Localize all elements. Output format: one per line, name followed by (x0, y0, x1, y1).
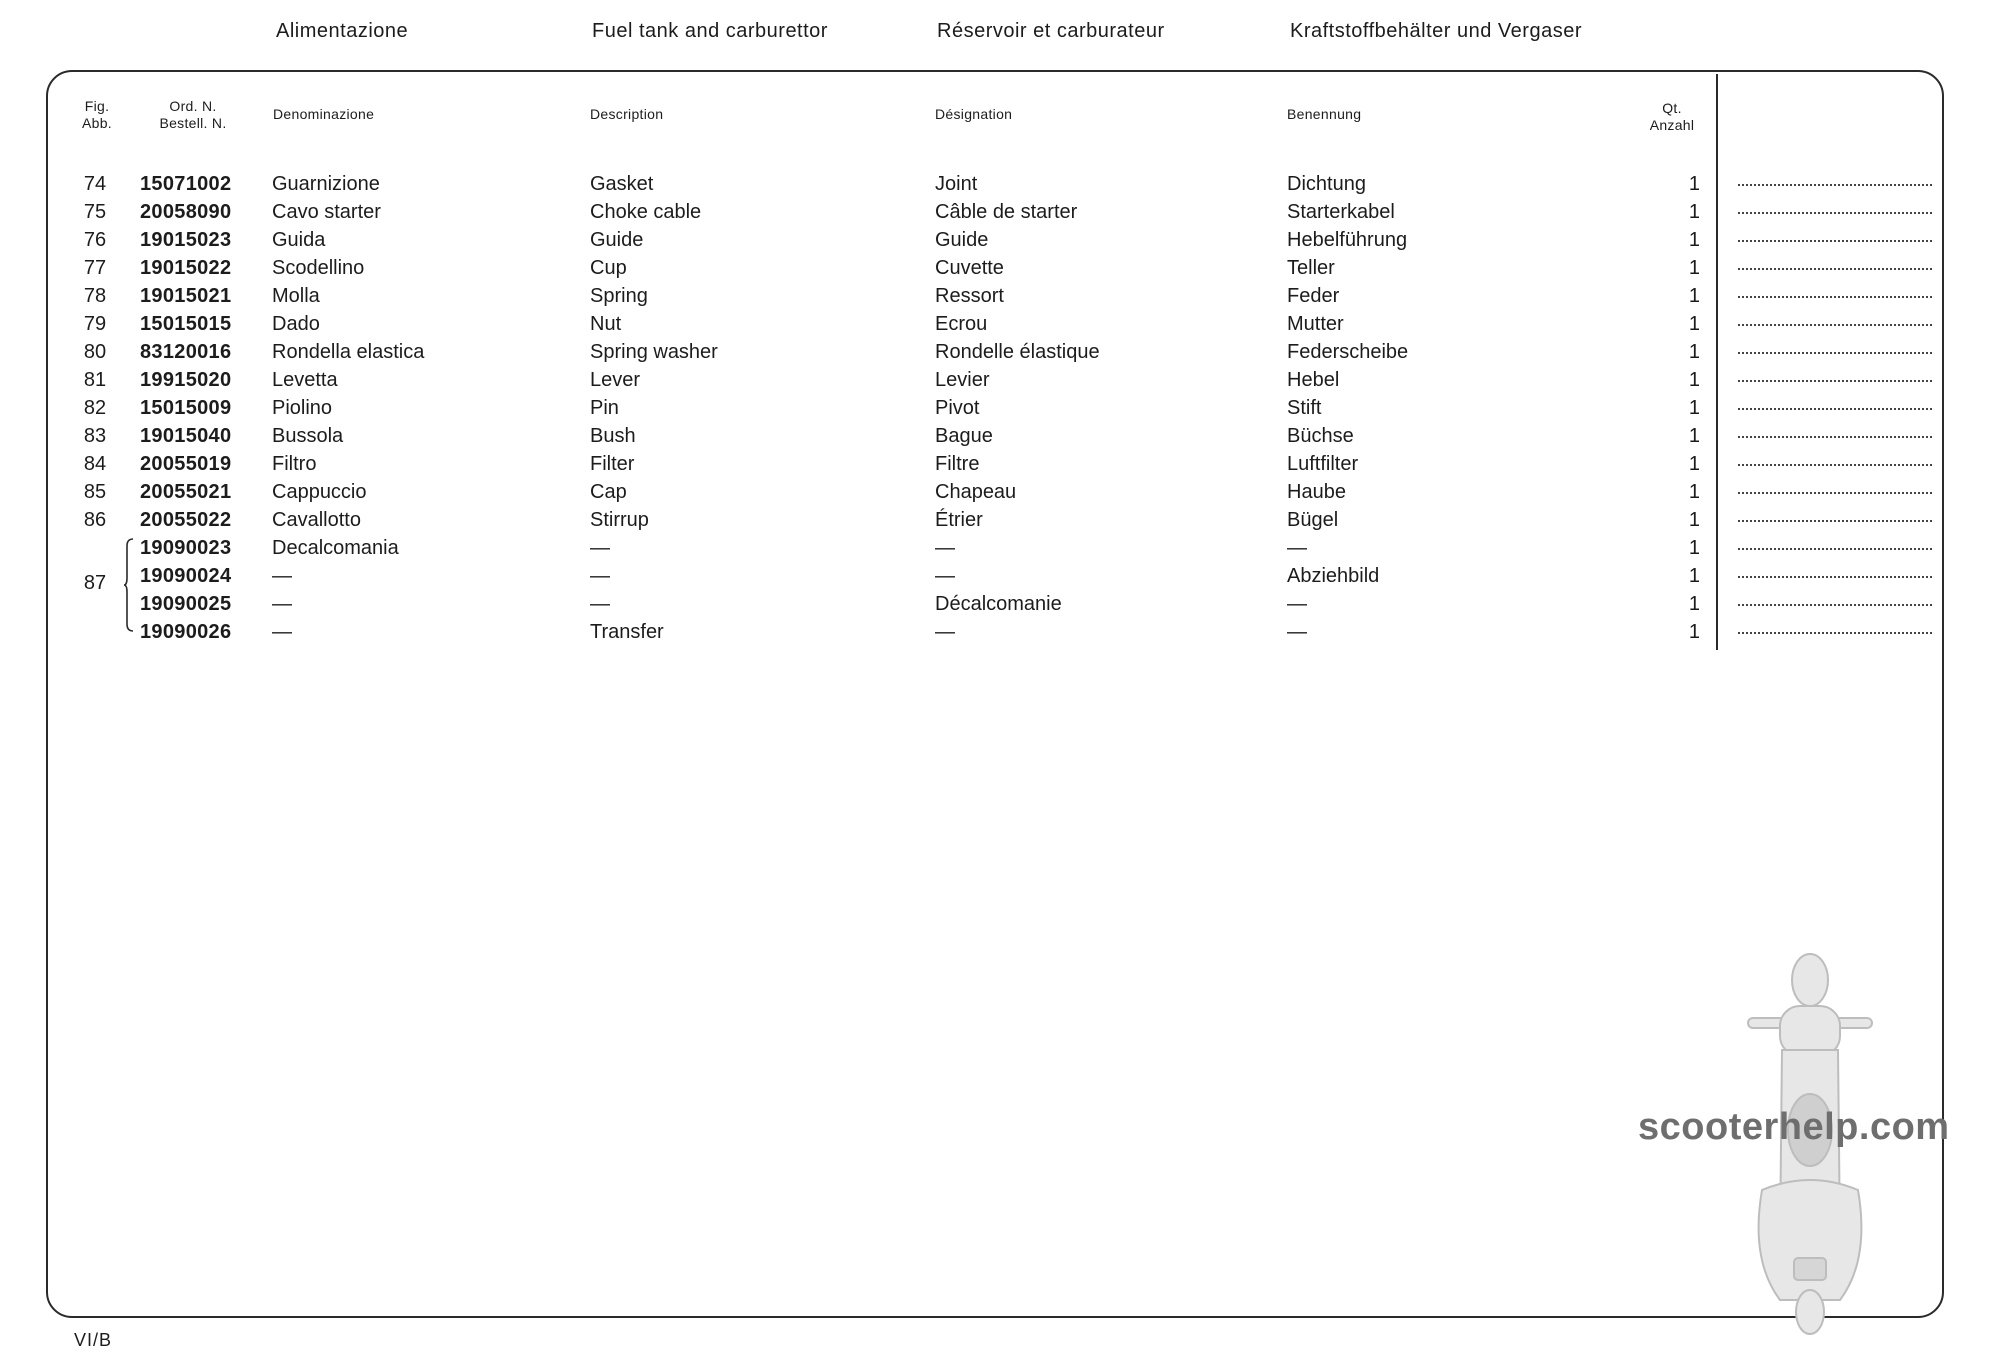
notes-dotted-line (1738, 576, 1932, 578)
notes-dotted-line (1738, 212, 1932, 214)
column-header-fr: Désignation (935, 106, 1013, 122)
fig-number: 78 (83, 285, 107, 307)
column-header-de: Benennung (1287, 106, 1362, 122)
description-it: — (272, 593, 292, 615)
order-number: 15015009 (140, 397, 232, 419)
table-row (0, 422, 2000, 450)
table-row (0, 338, 2000, 366)
fig-number: 77 (83, 257, 107, 279)
description-de: Starterkabel (1287, 201, 1395, 223)
description-en: Choke cable (590, 201, 702, 223)
description-en: Filter (590, 453, 635, 475)
description-en: Cap (590, 481, 627, 503)
notes-dotted-line (1738, 520, 1932, 522)
fig-number: 79 (83, 313, 107, 335)
description-en: — (590, 565, 610, 587)
quantity: 1 (1688, 621, 1700, 643)
table-row (0, 590, 2000, 618)
description-fr: Guide (935, 229, 989, 251)
description-en: Transfer (590, 621, 664, 643)
description-fr: Chapeau (935, 481, 1017, 503)
order-number: 20055019 (140, 453, 232, 475)
description-de: — (1287, 593, 1307, 615)
description-de: Teller (1287, 257, 1335, 279)
quantity: 1 (1688, 481, 1700, 503)
table-row (0, 366, 2000, 394)
fig-number: 75 (83, 201, 107, 223)
description-en: — (590, 537, 610, 559)
table-row (0, 226, 2000, 254)
description-fr: — (935, 537, 955, 559)
description-en: Spring washer (590, 341, 718, 363)
order-number: 19090023 (140, 537, 232, 559)
description-de: — (1287, 537, 1307, 559)
description-it: Bussola (272, 425, 344, 447)
description-it: Levetta (272, 369, 338, 391)
description-en: Cup (590, 257, 627, 279)
fig-number: 86 (83, 509, 107, 531)
header-title-it: Alimentazione (276, 20, 409, 42)
table-row (0, 450, 2000, 478)
column-header-en: Description (590, 106, 664, 122)
order-number: 20058090 (140, 201, 232, 223)
description-en: Pin (590, 397, 619, 419)
order-number: 19090024 (140, 565, 232, 587)
description-it: Dado (272, 313, 320, 335)
quantity: 1 (1688, 537, 1700, 559)
header-title-de: Kraftstoffbehälter und Vergaser (1290, 20, 1582, 42)
description-de: Büchse (1287, 425, 1354, 447)
description-it: Decalcomania (272, 537, 399, 559)
order-number: 19915020 (140, 369, 232, 391)
fig-number: 85 (83, 481, 107, 503)
description-it: Filtro (272, 453, 317, 475)
description-it: Scodellino (272, 257, 365, 279)
quantity: 1 (1688, 593, 1700, 615)
description-en: Gasket (590, 173, 654, 195)
notes-dotted-line (1738, 492, 1932, 494)
description-de: Haube (1287, 481, 1346, 503)
fig-number: 81 (83, 369, 107, 391)
fig-number: 74 (83, 173, 107, 195)
page-header (0, 20, 2000, 50)
description-it: Cavallotto (272, 509, 361, 531)
description-fr: Ressort (935, 285, 1004, 307)
table-row (0, 534, 2000, 562)
description-en: Stirrup (590, 509, 649, 531)
fig-number: 84 (83, 453, 107, 475)
description-de: Feder (1287, 285, 1340, 307)
quantity: 1 (1688, 285, 1700, 307)
notes-dotted-line (1738, 184, 1932, 186)
order-number: 15015015 (140, 313, 232, 335)
description-en: Lever (590, 369, 641, 391)
quantity: 1 (1688, 173, 1700, 195)
description-fr: Câble de starter (935, 201, 1078, 223)
quantity: 1 (1688, 565, 1700, 587)
description-it: Guarnizione (272, 173, 380, 195)
column-header-it: Denominazione (273, 106, 375, 122)
description-fr: Cuvette (935, 257, 1004, 279)
description-fr: Pivot (935, 397, 980, 419)
description-it: Cavo starter (272, 201, 381, 223)
quantity: 1 (1688, 257, 1700, 279)
description-en: Nut (590, 313, 622, 335)
notes-dotted-line (1738, 268, 1932, 270)
description-de: Federscheibe (1287, 341, 1409, 363)
description-en: — (590, 593, 610, 615)
order-number: 19090026 (140, 621, 232, 643)
notes-dotted-line (1738, 408, 1932, 410)
description-it: — (272, 621, 292, 643)
order-number: 19015040 (140, 425, 232, 447)
page-code: VI/B (74, 1330, 113, 1350)
quantity: 1 (1688, 229, 1700, 251)
order-number: 20055021 (140, 481, 232, 503)
description-it: Cappuccio (272, 481, 367, 503)
fig-number: 82 (83, 397, 107, 419)
description-en: Bush (590, 425, 636, 447)
table-row (0, 282, 2000, 310)
quantity: 1 (1688, 397, 1700, 419)
order-number: 19090025 (140, 593, 232, 615)
table-row (0, 618, 2000, 646)
description-de: Mutter (1287, 313, 1344, 335)
description-de: Hebelführung (1287, 229, 1408, 251)
description-fr: Étrier (935, 509, 983, 531)
quantity: 1 (1688, 341, 1700, 363)
column-header-quantity: Qt. Anzahl (1649, 100, 1695, 133)
order-number: 19015022 (140, 257, 232, 279)
notes-dotted-line (1738, 548, 1932, 550)
quantity: 1 (1688, 201, 1700, 223)
description-en: Guide (590, 229, 644, 251)
description-fr: Levier (935, 369, 990, 391)
watermark-text: scooterhelp.com (1638, 1106, 1950, 1148)
table-row (0, 478, 2000, 506)
group-fig-number: 87 (83, 572, 107, 594)
fig-number: 76 (83, 229, 107, 251)
description-fr: Joint (935, 173, 978, 195)
description-fr: — (935, 621, 955, 643)
quantity: 1 (1688, 369, 1700, 391)
quantity: 1 (1688, 509, 1700, 531)
quantity: 1 (1688, 313, 1700, 335)
description-de: Luftfilter (1287, 453, 1359, 475)
description-fr: Décalcomanie (935, 593, 1062, 615)
notes-dotted-line (1738, 380, 1932, 382)
notes-dotted-line (1738, 240, 1932, 242)
description-fr: Rondelle élastique (935, 341, 1100, 363)
description-de: — (1287, 621, 1307, 643)
description-de: Bügel (1287, 509, 1339, 531)
table-row (0, 394, 2000, 422)
description-fr: — (935, 565, 955, 587)
table-row (0, 562, 2000, 590)
description-en: Spring (590, 285, 648, 307)
group-brace (124, 538, 134, 632)
table-row (0, 170, 2000, 198)
description-fr: Bague (935, 425, 993, 447)
description-fr: Ecrou (935, 313, 988, 335)
notes-dotted-line (1738, 352, 1932, 354)
table-row (0, 506, 2000, 534)
fig-number: 80 (83, 341, 107, 363)
column-header-fig: Fig. Abb. (82, 98, 112, 131)
order-number: 83120016 (140, 341, 232, 363)
header-title-fr: Réservoir et carburateur (937, 20, 1165, 42)
order-number: 19015021 (140, 285, 232, 307)
description-de: Hebel (1287, 369, 1340, 391)
order-number: 20055022 (140, 509, 232, 531)
table-row (0, 254, 2000, 282)
description-it: — (272, 565, 292, 587)
column-header-order-number: Ord. N. Bestell. N. (159, 98, 227, 131)
notes-dotted-line (1738, 436, 1932, 438)
notes-dotted-line (1738, 632, 1932, 634)
notes-dotted-line (1738, 324, 1932, 326)
order-number: 19015023 (140, 229, 232, 251)
table-row (0, 198, 2000, 226)
notes-dotted-line (1738, 296, 1932, 298)
fig-number: 83 (83, 425, 107, 447)
description-fr: Filtre (935, 453, 980, 475)
quantity: 1 (1688, 453, 1700, 475)
notes-dotted-line (1738, 604, 1932, 606)
order-number: 15071002 (140, 173, 232, 195)
description-de: Dichtung (1287, 173, 1366, 195)
description-it: Molla (272, 285, 320, 307)
description-de: Abziehbild (1287, 565, 1380, 587)
quantity: 1 (1688, 425, 1700, 447)
table-row (0, 310, 2000, 338)
description-it: Piolino (272, 397, 333, 419)
notes-dotted-line (1738, 464, 1932, 466)
description-it: Rondella elastica (272, 341, 425, 363)
header-title-en: Fuel tank and carburettor (592, 20, 828, 42)
description-it: Guida (272, 229, 326, 251)
description-de: Stift (1287, 397, 1322, 419)
